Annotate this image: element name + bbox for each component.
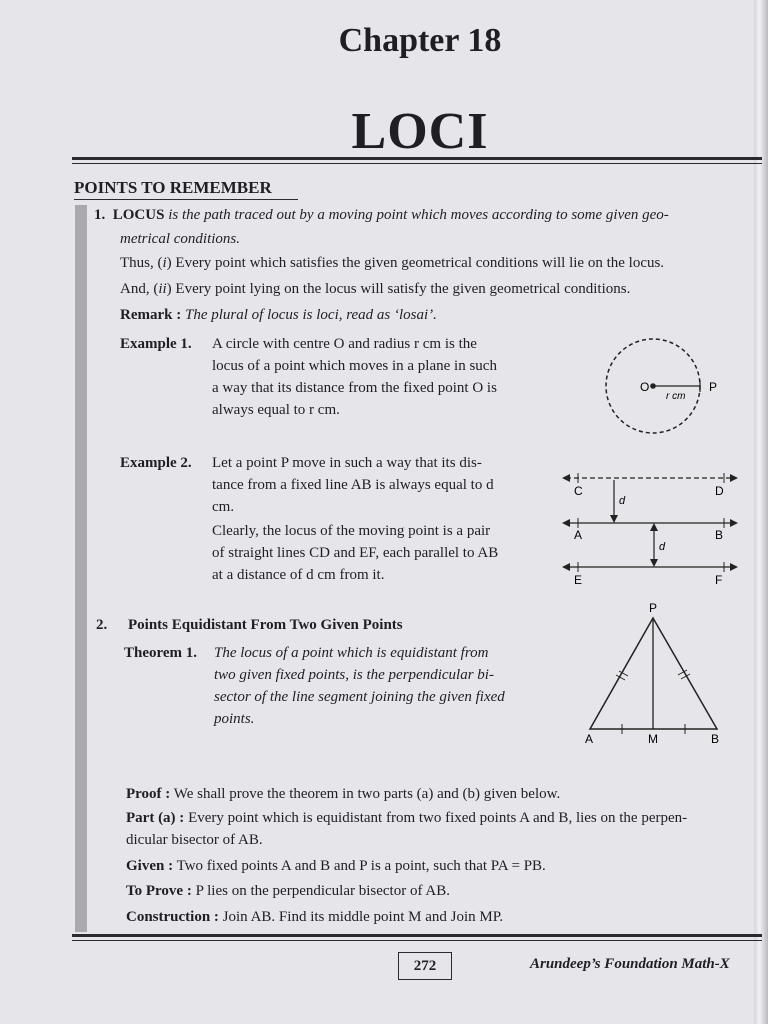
label-o: O (640, 380, 650, 394)
remark (120, 304, 437, 326)
proof-line (126, 783, 560, 805)
construction-label: Construction : (126, 909, 219, 925)
label-tri-a: A (585, 732, 594, 746)
example-2-line: Clearly, the locus of the moving point is a pair (212, 523, 491, 539)
example-1-label: Example 1. (120, 336, 192, 352)
thus-numeral: i (162, 255, 167, 271)
chapter-number: Chapter 18 (338, 22, 502, 59)
item-number-1: 1. (94, 207, 106, 223)
top-rule (72, 157, 762, 164)
proof-label: Proof : (126, 786, 171, 802)
example-2-line: of straight lines CD and EF, each parallel to AB (212, 545, 499, 561)
label-tri-b: B (711, 732, 720, 746)
section-title: POINTS TO REMEMBER (74, 178, 272, 197)
distance-arrow-upper (610, 515, 618, 523)
label-a: A (574, 528, 583, 542)
theorem-line: The locus of a point which is equidistant from (214, 645, 489, 661)
to-prove-text: P lies on the perpendicular bisector of AB. (191, 883, 450, 899)
example-1-line: A circle with centre O and radius r cm is the (212, 336, 477, 352)
arrow-e (562, 563, 570, 571)
and-text-a: And, ( (120, 281, 159, 297)
label-tri-m: M (648, 732, 658, 746)
remark-text: The plural of locus is loci, read as ‘losai’. (181, 307, 437, 323)
label-d-lower: d (659, 541, 666, 553)
and-statement (120, 278, 630, 300)
example-2-line: at a distance of d cm from it. (212, 567, 385, 583)
section-title-underline (74, 199, 298, 200)
given-text: Two fixed points A and B and P is a point, such that PA = PB. (173, 858, 546, 874)
arrow-a (562, 519, 570, 527)
example-1-line: a way that its distance from the fixed point O is (212, 380, 497, 396)
item-number-2: 2. (96, 617, 108, 633)
theorem-line: two given fixed points, is the perpendicular bi- (214, 667, 494, 683)
label-tri-p: P (649, 601, 658, 615)
page-number: 272 (398, 952, 452, 980)
construction-line (126, 906, 503, 928)
to-prove-label: To Prove : (126, 883, 192, 899)
distance-arrow-lower-bottom (650, 559, 658, 567)
label-radius: r cm (666, 391, 686, 402)
and-numeral: ii (158, 281, 167, 297)
theorem-line: sector of the line segment joining the given fixed (214, 689, 505, 705)
thus-text-a: Thus, ( (120, 255, 163, 271)
proof-text: We shall prove the theorem in two parts (a) and (b) given below. (170, 786, 561, 802)
bottom-rule (72, 934, 762, 941)
example-1-line: locus of a point which moves in a plane in such (212, 358, 497, 374)
thus-text-b: ) Every point which satisfies the given geometrical conditions will lie on the locus. (166, 255, 665, 271)
theorem-label: Theorem 1. (124, 645, 198, 661)
example-2-line: Let a point P move in such a way that its dis- (212, 455, 482, 471)
remark-label: Remark : (120, 307, 182, 323)
example-1-line: always equal to r cm. (212, 402, 340, 418)
part-a-line-1 (126, 807, 687, 829)
arrow-b (730, 519, 738, 527)
label-p: P (709, 380, 718, 394)
label-d: D (715, 484, 724, 498)
part-a-text: Every point which is equidistant from two fixed points A and B, lies on the perpen- (184, 810, 688, 826)
locus-definition-a: is the path traced out by a moving point which moves according to some given geo- (164, 207, 669, 223)
example-2-line: tance from a fixed line AB is always equal to d (212, 477, 494, 493)
label-c: C (574, 484, 583, 498)
part-a-line-2: dicular bisector of AB. (126, 832, 263, 848)
book-title-footer: Arundeep’s Foundation Math-X (530, 956, 730, 972)
example-2-label: Example 2. (120, 455, 192, 471)
construction-text: Join AB. Find its middle point M and Join MP. (218, 909, 504, 925)
to-prove-line (126, 880, 450, 902)
label-d-upper: d (619, 495, 626, 507)
label-e: E (574, 573, 583, 587)
margin-bar (75, 205, 87, 932)
given-label: Given : (126, 858, 174, 874)
given-line (126, 855, 546, 877)
parallel-lines-figure (560, 466, 740, 592)
triangle-figure (580, 600, 730, 748)
theorem-line: points. (214, 711, 255, 727)
label-f: F (715, 573, 723, 587)
locus-definition-line-1 (94, 204, 669, 226)
chapter-title: LOCI (351, 103, 489, 160)
thus-statement (120, 252, 664, 274)
part-a-label: Part (a) : (126, 810, 185, 826)
and-text-b: ) Every point lying on the locus will satisfy the given geometrical conditions. (166, 281, 631, 297)
arrow-d (730, 474, 738, 482)
locus-definition-line-2: metrical conditions. (120, 231, 240, 247)
locus-term: LOCUS (112, 207, 165, 223)
circle-locus-figure (596, 332, 726, 444)
item-2-heading: Points Equidistant From Two Given Points (128, 617, 403, 633)
example-2-line: cm. (212, 499, 235, 515)
arrow-f (730, 563, 738, 571)
label-b: B (715, 528, 724, 542)
arrow-c (562, 474, 570, 482)
distance-arrow-lower-top (650, 523, 658, 531)
